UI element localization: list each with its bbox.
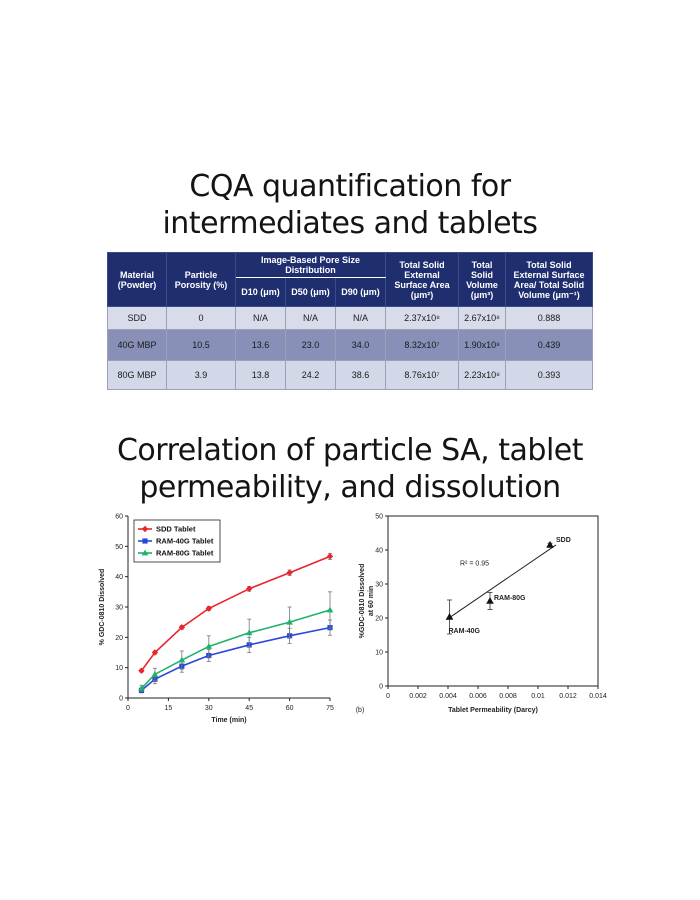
series-line <box>141 556 330 670</box>
point-sdd <box>546 541 554 548</box>
legend-entry: RAM-40G Tablet <box>156 536 214 546</box>
legend <box>134 520 220 562</box>
title-line-2: permeability, and dissolution <box>139 470 561 505</box>
x-tick-label: 0.008 <box>499 693 517 700</box>
y-tick-label: 30 <box>115 604 123 612</box>
header-d10: D10 (μm) <box>236 278 286 307</box>
x-tick-label: 30 <box>204 705 213 712</box>
cell-ratio: 0.888 <box>506 307 593 330</box>
header-d50: D50 (μm) <box>286 278 336 307</box>
cell-d90: 38.6 <box>336 361 386 390</box>
legend-entry: RAM-80G Tablet <box>156 548 214 558</box>
x-tick-label: 0 <box>126 705 130 712</box>
panel-label: (b) <box>355 707 365 714</box>
x-tick-label: 60 <box>285 705 294 712</box>
cell-material: 40G MBP <box>108 330 167 361</box>
cell-d90: N/A <box>336 307 386 330</box>
cell-porosity: 10.5 <box>167 330 236 361</box>
y-tick-label: 30 <box>375 581 383 589</box>
y-tick-label: 40 <box>115 574 123 582</box>
cell-surface-area: 8.32x10⁷ <box>386 330 459 361</box>
header-ratio: Total Solid External Surface Area/ Total Solid Volume (μm⁻¹) <box>506 253 593 307</box>
title-line-1: Correlation of particle SA, tablet <box>116 433 584 468</box>
y-tick-label: 50 <box>115 543 123 551</box>
permeability-scatter-chart <box>350 508 610 728</box>
series-ram-40g-tablet <box>139 620 333 693</box>
legend-entry: SDD Tablet <box>156 524 196 534</box>
y-tick-label: 10 <box>115 665 123 673</box>
data-point <box>246 586 252 592</box>
cell-volume: 2.23x10⁸ <box>459 361 506 390</box>
data-point <box>327 553 333 559</box>
header-surface-area: Total Solid External Surface Area (μm²) <box>386 253 459 307</box>
data-point <box>286 570 292 576</box>
cell-ratio: 0.439 <box>506 330 593 361</box>
header-porosity: Particle Porosity (%) <box>167 253 236 307</box>
point-ram-80g <box>486 593 494 610</box>
y-tick-label: 0 <box>119 695 123 703</box>
x-tick-label: 0.006 <box>469 693 487 700</box>
point-label: RAM-40G <box>448 627 481 635</box>
y-tick-label: 40 <box>375 547 383 555</box>
y-tick-label: 50 <box>375 513 383 521</box>
cqa-table <box>107 252 593 390</box>
y-tick-label: 0 <box>379 683 383 691</box>
table-section-title <box>0 168 700 242</box>
y-tick-label: 60 <box>115 513 123 521</box>
header-volume: Total Solid Volume (μm³) <box>459 253 506 307</box>
x-axis-label: Time (min) <box>211 717 247 724</box>
table-row <box>108 361 593 390</box>
cell-d10: 13.6 <box>236 330 286 361</box>
dissolution-line-chart <box>90 508 350 728</box>
x-tick-label: 0.004 <box>439 693 457 700</box>
cell-d10: 13.8 <box>236 361 286 390</box>
cell-material: SDD <box>108 307 167 330</box>
x-axis-label: Tablet Permeability (Darcy) <box>448 707 538 714</box>
header-pore-distribution: Image-Based Pore Size Distribution <box>236 253 386 278</box>
x-tick-label: 0.012 <box>559 693 577 700</box>
header-d90: D90 (μm) <box>336 278 386 307</box>
title-line-2: intermediates and tablets <box>162 206 538 241</box>
y-axis-label-line: at 60 min <box>368 585 375 617</box>
x-tick-label: 75 <box>326 705 334 712</box>
cell-d50: 24.2 <box>286 361 336 390</box>
cell-porosity: 3.9 <box>167 361 236 390</box>
title-line-1: CQA quantification for <box>189 169 511 204</box>
y-tick-label: 10 <box>375 649 383 657</box>
point-label: RAM-80G <box>494 595 526 602</box>
data-point <box>486 597 494 604</box>
y-axis-label <box>359 564 375 639</box>
x-tick-label: 45 <box>245 705 254 712</box>
data-point <box>546 541 554 548</box>
cell-d90: 34.0 <box>336 330 386 361</box>
cell-volume: 1.90x10⁸ <box>459 330 506 361</box>
cell-d50: N/A <box>286 307 336 330</box>
y-axis-label: % GDC-0810 Dissolved <box>99 568 106 646</box>
r-squared-annotation: R² = 0.95 <box>460 560 489 568</box>
x-tick-label: 15 <box>164 705 173 712</box>
y-tick-label: 20 <box>115 634 123 642</box>
table-row <box>108 307 593 330</box>
table-row <box>108 330 593 361</box>
data-point <box>142 538 147 543</box>
cell-d10: N/A <box>236 307 286 330</box>
trendline <box>447 545 557 620</box>
x-tick-label: 0 <box>386 693 390 700</box>
point-label: SDD <box>556 536 571 544</box>
cell-surface-area: 8.76x10⁷ <box>386 361 459 390</box>
cell-porosity: 0 <box>167 307 236 330</box>
cell-material: 80G MBP <box>108 361 167 390</box>
cell-ratio: 0.393 <box>506 361 593 390</box>
x-tick-label: 0.01 <box>531 693 545 700</box>
y-tick-label: 20 <box>375 615 383 623</box>
cell-surface-area: 2.37x10⁸ <box>386 307 459 330</box>
x-tick-label: 0.002 <box>409 693 427 700</box>
cell-volume: 2.67x10⁸ <box>459 307 506 330</box>
x-tick-label: 0.014 <box>589 693 607 700</box>
header-material: Material (Powder) <box>108 253 167 307</box>
cell-d50: 23.0 <box>286 330 336 361</box>
y-axis-label-line: %GDC-0810 Dissolved <box>359 563 366 639</box>
chart-section-title <box>0 432 700 506</box>
data-point <box>327 607 334 613</box>
series-sdd-tablet <box>138 553 333 674</box>
